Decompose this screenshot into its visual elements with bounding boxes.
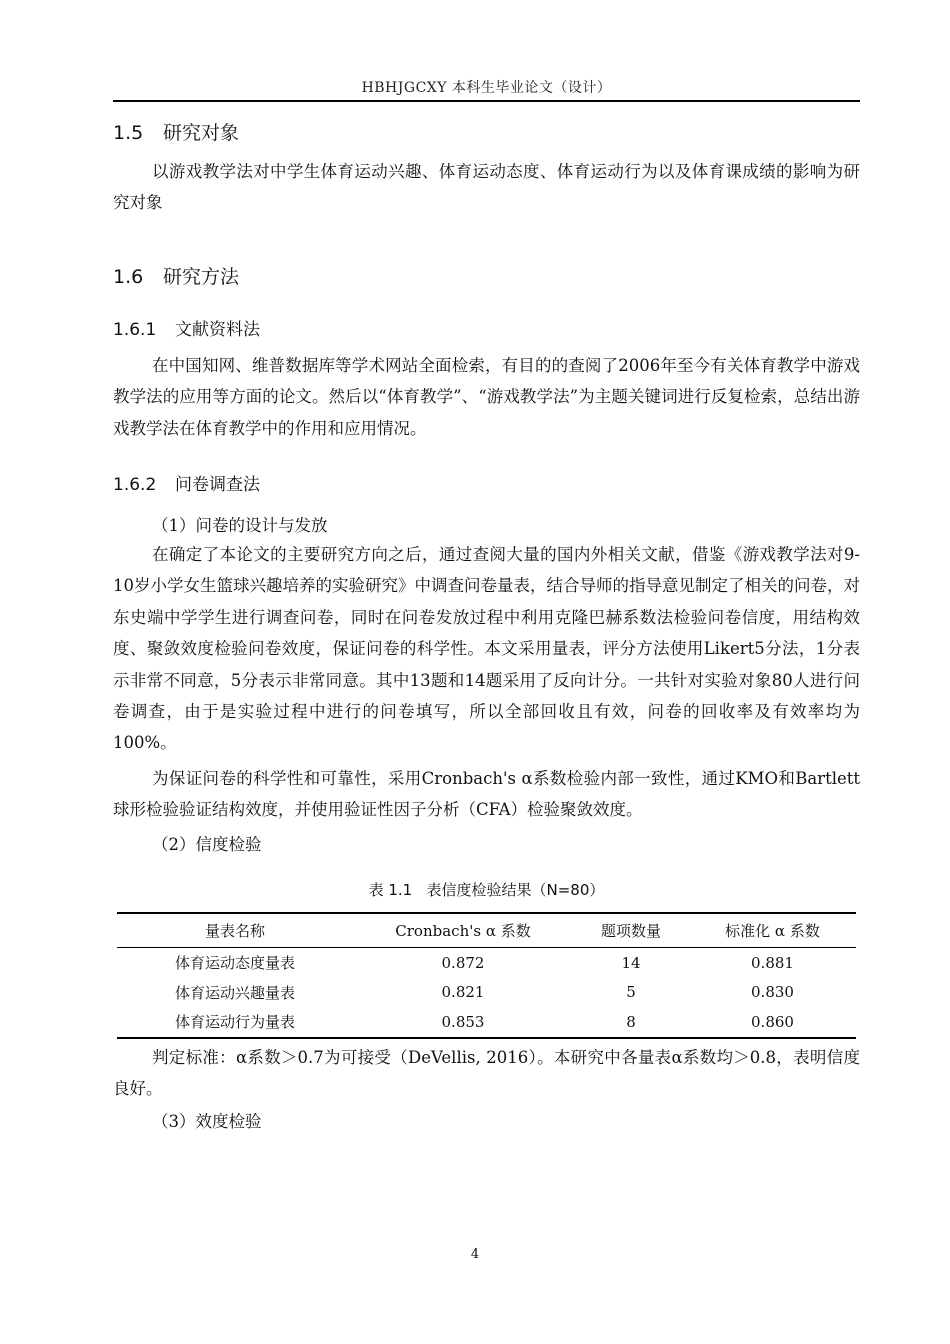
section-1-6-heading [113,262,239,289]
reliability-table [117,912,856,1039]
table-cell: 14 [621,953,641,972]
reliability-method-paragraph: 为保证问卷的科学性和可靠性，采用Cronbach's α系数检验内部一致性，通过KMO和Bartlett球形检验验证结构效度，并使用验证性因子分析（CFA）检验聚敛效度。 [113,769,860,820]
table-caption-label: 表 1.1 [368,881,413,899]
subheading-validity-test: （3）效度检验 [152,1112,262,1131]
section-1-5-paragraph: 以游戏教学法对中学生体育运动兴趣、体育运动态度、体育运动行为以及体育课成绩的影响为研究对象 [113,162,860,213]
section-1-5-heading [113,118,239,145]
page-number: 4 [470,1247,480,1262]
section-title: 问卷调查法 [175,475,260,495]
table-caption-text: 表信度检验结果（N=80） [426,881,605,899]
table-cell: 5 [626,983,636,1002]
column-header: Cronbach's α 系数 [395,922,531,940]
table-cell: 0.872 [441,953,485,972]
section-1-6-2-heading [113,470,260,495]
section-number: 1.6.1 [113,320,157,340]
table-header-row [117,913,856,948]
section-number: 1.5 [113,122,144,144]
subheading-questionnaire-design: （1）问卷的设计与发放 [152,516,328,535]
table-cell: 0.830 [751,983,794,1002]
table-cell: 体育运动态度量表 [174,954,295,973]
judgment-standard-paragraph: 判定标准：α系数＞0.7为可接受（DeVellis, 2016）。本研究中各量表α系数均＞0.8，表明信度良好。 [113,1048,860,1099]
column-header: 题项数量 [600,922,661,940]
table-cell: 体育运动兴趣量表 [174,983,295,1002]
questionnaire-design-paragraph: 在确定了本论文的主要研究方向之后，通过查阅大量的国内外相关文献，借鉴《游戏教学法对9-10岁小学女生篮球兴趣培养的实验研究》中调查问卷量表，结合导师的指导意见制定了相关的问卷，对东史端中学学生进行调查问卷，同时在问卷发放过程中利用克隆巴赫系数法检验问卷信度，用结构效度、聚敛效度检验问卷效度，保证问卷的科学性。本文采用量表，评分方法使用Likert5分法，1分表示非常不同意，5分表示非常同意。其中13题和14题采用了反向计分。一共针对实验对象80人进行问卷调查，由于是实验过程中进行的问卷填写，所以全部回收且有效，问卷的回收率及有效率均为100%。 [113,545,860,753]
section-title: 研究方法 [163,266,240,288]
table-cell: 0.821 [441,983,485,1002]
table-cell: 0.860 [751,1012,794,1031]
table-cell: 0.853 [441,1012,485,1031]
table-cell: 8 [626,1012,636,1031]
table-row [117,948,856,978]
section-title: 文献资料法 [175,320,260,340]
section-title: 研究对象 [163,122,240,144]
section-number: 1.6 [113,266,144,288]
section-1-6-1-heading [113,315,260,340]
subheading-reliability-test: （2）信度检验 [152,835,262,854]
section-number: 1.6.2 [113,475,157,495]
column-header: 量表名称 [204,922,265,940]
table-cell: 0.881 [751,953,794,972]
header-rule [113,100,860,102]
table-cell: 体育运动行为量表 [174,1013,295,1032]
table-caption [113,879,860,900]
column-header: 标准化 α 系数 [725,922,820,940]
section-1-6-1-paragraph: 在中国知网、维普数据库等学术网站全面检索，有目的的查阅了2006年至今有关体育教学中游戏教学法的应用等方面的论文。然后以“体育教学”、“游戏教学法”为主题关键词进行反复检索，总结出游戏教学法在体育教学中的作用和应用情况。 [113,356,860,438]
table-row [117,978,856,1008]
table-row [117,1007,856,1038]
page-header: HBHJGCXY 本科生毕业论文（设计） [361,80,612,96]
